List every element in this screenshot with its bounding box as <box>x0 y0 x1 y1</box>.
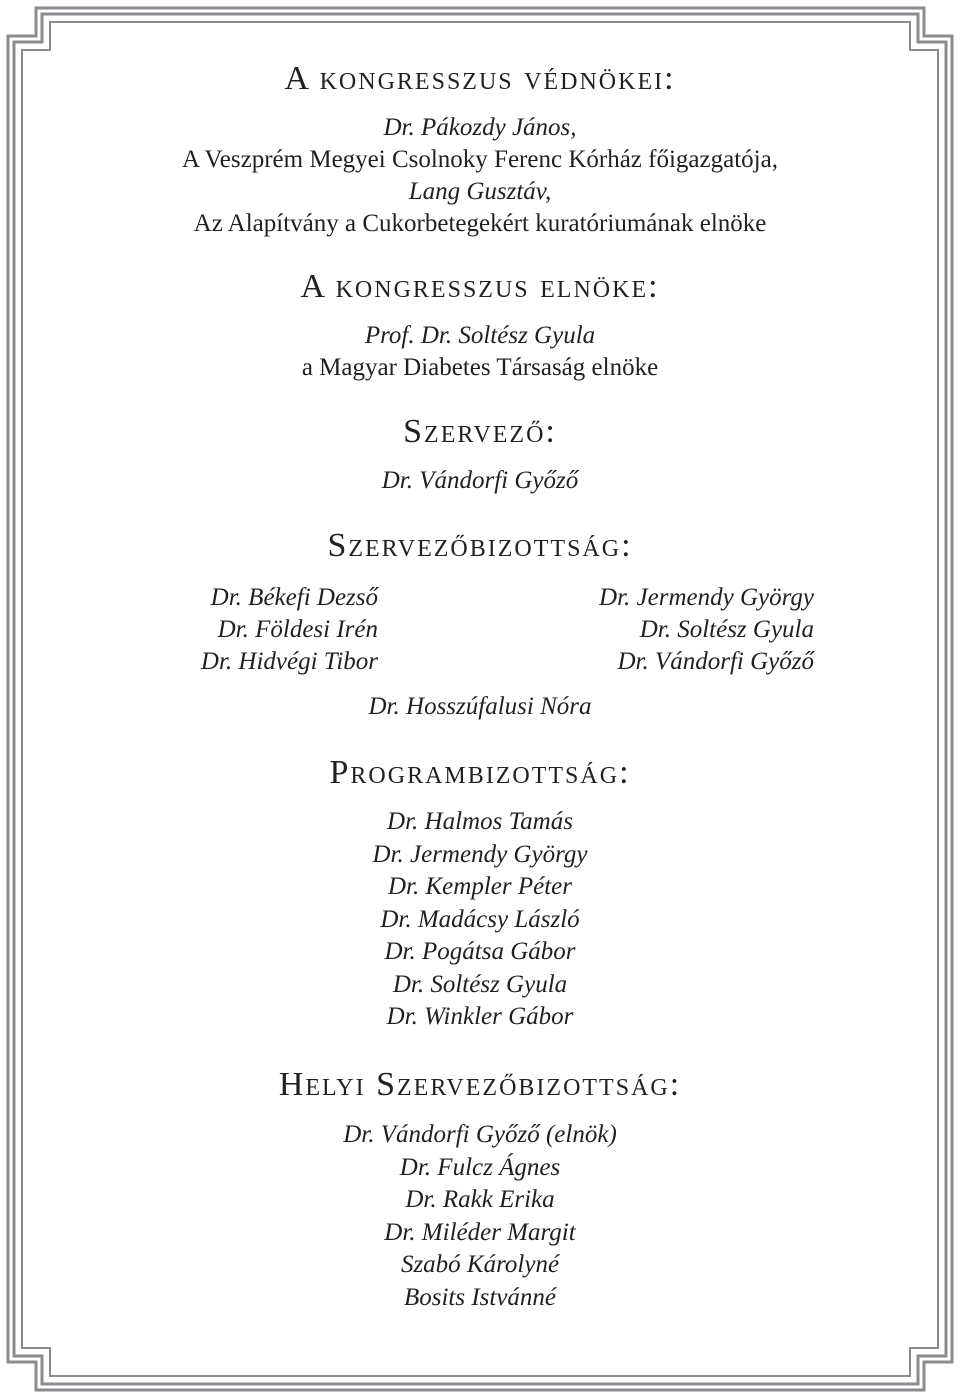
organizing-member-left-2: Dr. Földesi Irén <box>217 616 378 643</box>
organizing-member-center: Dr. Hosszúfalusi Nóra <box>368 693 592 720</box>
president-heading: A kongresszus elnöke: <box>300 268 660 305</box>
local-member: Dr. Rakk Erika <box>405 1186 555 1213</box>
patron-role-2: Az Alapítvány a Cukorbetegekért kuratóriumának elnöke <box>193 210 767 237</box>
local-member: Bosits Istvánné <box>403 1283 557 1311</box>
program-member: Dr. Soltész Gyula <box>392 970 568 998</box>
program-committee-list <box>0 806 960 1034</box>
organizing-member-right-1: Dr. Jermendy György <box>599 584 814 611</box>
program-committee-heading: Programbizottság: <box>329 754 631 791</box>
local-member: Szabó Károlyné <box>400 1251 560 1278</box>
organizer-heading: Szervező: <box>403 413 557 450</box>
patron-name-1: Dr. Pákozdy János, <box>383 114 577 141</box>
program-member: Dr. Pogátsa Gábor <box>384 938 576 965</box>
patron-role-1: A Veszprém Megyei Csolnoky Ferenc Kórház főigazgatója, <box>182 146 778 173</box>
program-member: Dr. Madácsy László <box>380 905 580 933</box>
program-member: Dr. Jermendy György <box>372 840 588 868</box>
local-committee-list <box>0 1119 960 1314</box>
local-committee-heading: Helyi Szervezőbizottság: <box>278 1066 682 1103</box>
organizing-member-right-2: Dr. Soltész Gyula <box>639 616 814 643</box>
organizing-member-left-1: Dr. Békefi Dezső <box>210 584 378 611</box>
local-member: Dr. Vándorfi Győző (elnök) <box>343 1121 617 1148</box>
program-member: Dr. Winkler Gábor <box>386 1003 574 1030</box>
organizing-member-left-3: Dr. Hidvégi Tibor <box>200 648 378 675</box>
organizing-committee-heading: Szervezőbizottság: <box>327 527 633 564</box>
organizer-name: Dr. Vándorfi Győző <box>381 467 579 494</box>
local-member: Dr. Fulcz Ágnes <box>399 1153 561 1181</box>
local-member: Dr. Miléder Margit <box>384 1218 576 1246</box>
patrons-heading: A kongresszus védnökei: <box>284 60 676 97</box>
president-name: Prof. Dr. Soltész Gyula <box>364 322 596 349</box>
program-member: Dr. Halmos Tamás <box>387 808 573 835</box>
president-role: a Magyar Diabetes Társaság elnöke <box>301 354 659 381</box>
organizing-member-right-3: Dr. Vándorfi Győző <box>617 648 814 675</box>
program-member: Dr. Kempler Péter <box>388 873 572 900</box>
patron-name-2: Lang Gusztáv, <box>408 178 552 205</box>
